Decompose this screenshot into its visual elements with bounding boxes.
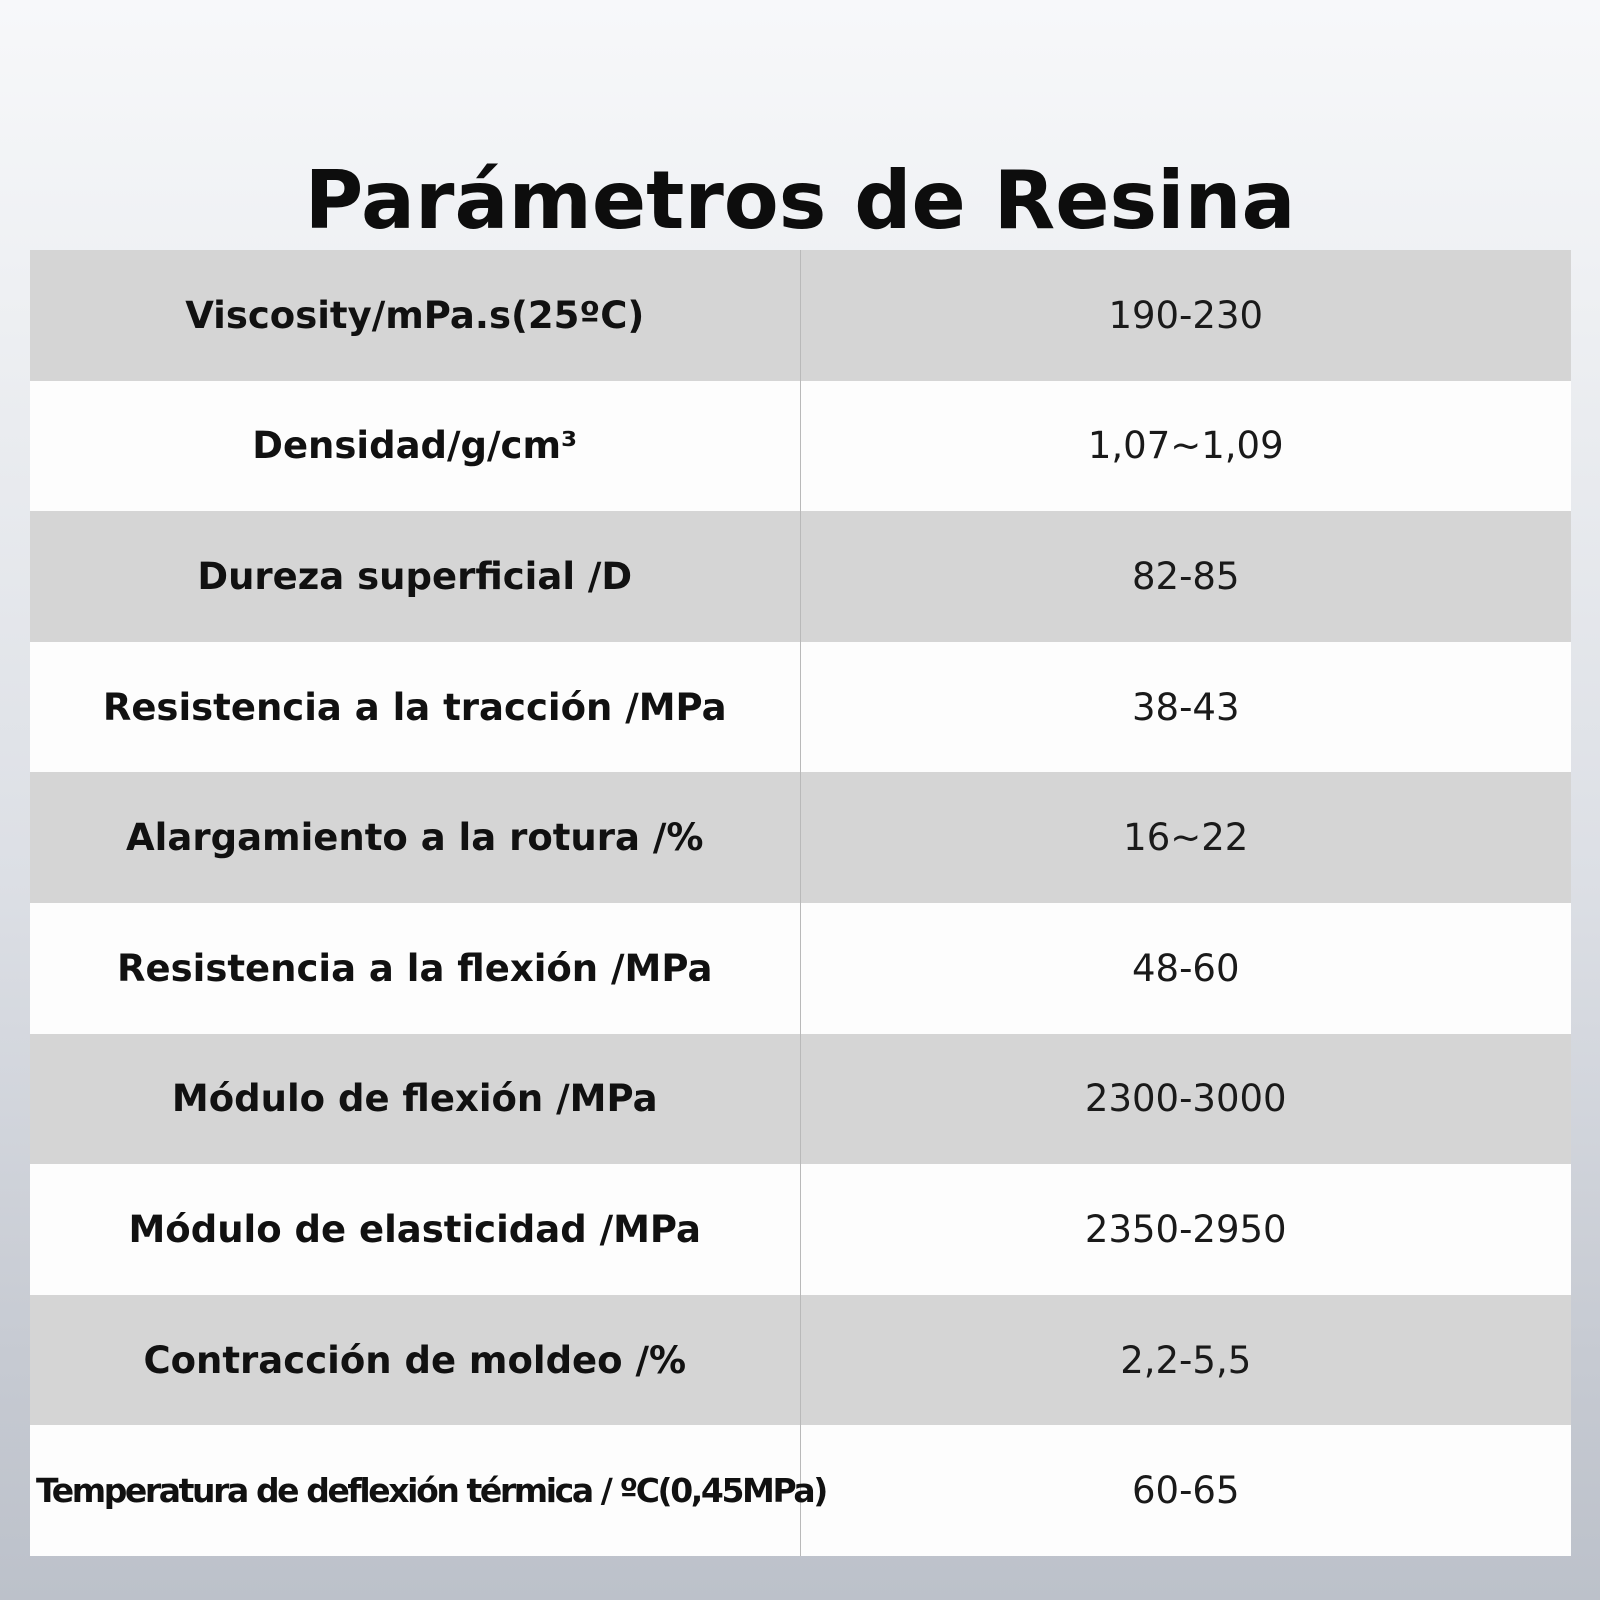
parameter-name: Módulo de elasticidad /MPa <box>30 1164 800 1295</box>
table-row <box>30 1425 1571 1556</box>
parameter-name: Dureza superficial /D <box>30 511 800 642</box>
table-row <box>30 903 1571 1034</box>
parameter-name: Densidad/g/cm³ <box>30 381 800 512</box>
parameter-name: Módulo de flexión /MPa <box>30 1034 800 1165</box>
table-row <box>30 381 1571 512</box>
parameter-name: Contracción de moldeo /% <box>30 1295 800 1426</box>
parameter-value: 1,07~1,09 <box>1087 424 1284 468</box>
parameter-value: 48-60 <box>1131 946 1240 990</box>
table-row <box>30 1034 1571 1165</box>
resin-parameters-table <box>30 250 1571 1556</box>
parameter-value: 16~22 <box>1123 816 1249 860</box>
parameter-value: 2350-2950 <box>1084 1207 1287 1251</box>
table-row <box>30 1295 1571 1426</box>
table-row <box>30 1164 1571 1295</box>
parameter-name: Resistencia a la tracción /MPa <box>30 642 800 773</box>
parameter-value: 82-85 <box>1131 554 1240 598</box>
parameter-name: Temperatura de deflexión térmica / ºC(0,45MPa) <box>30 1425 800 1556</box>
page-title: Parámetros de Resina <box>304 153 1296 247</box>
table-row <box>30 772 1571 903</box>
parameter-value: 60-65 <box>1131 1469 1240 1513</box>
parameter-value: 2,2-5,5 <box>1120 1338 1252 1382</box>
parameter-name: Viscosity/mPa.s(25ºC) <box>30 250 800 381</box>
parameter-value: 38-43 <box>1131 685 1240 729</box>
table-row <box>30 511 1571 642</box>
table-row <box>30 250 1571 381</box>
parameter-name: Resistencia a la flexión /MPa <box>30 903 800 1034</box>
parameter-value: 2300-3000 <box>1084 1077 1287 1121</box>
table-row <box>30 642 1571 773</box>
parameter-name: Alargamiento a la rotura /% <box>30 772 800 903</box>
parameter-value: 190-230 <box>1108 293 1264 337</box>
